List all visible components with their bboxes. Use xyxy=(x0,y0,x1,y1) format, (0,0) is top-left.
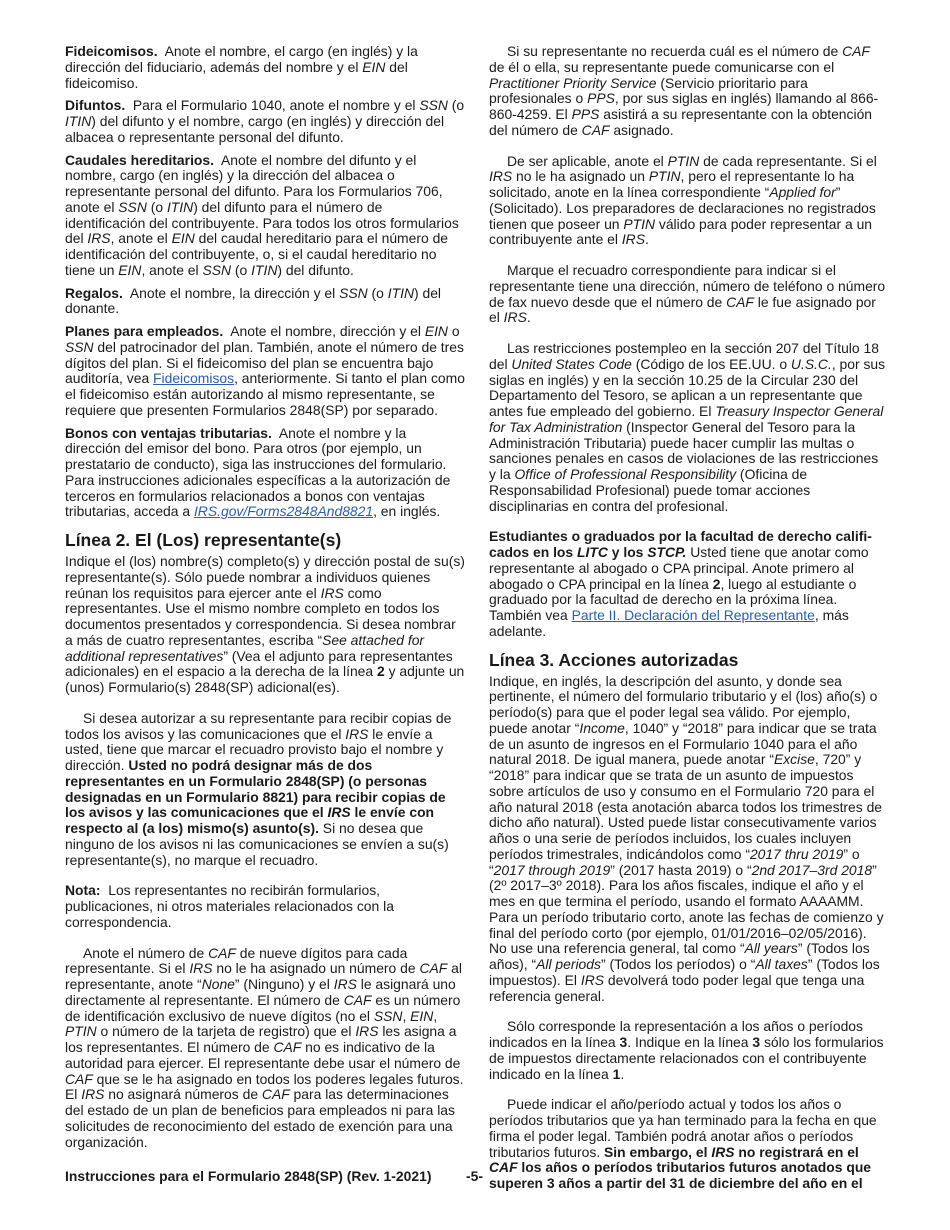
paragraph-regalos: Regalos. Anote el nombre, la dirección y el SSN (o ITIN) del donante. xyxy=(65,284,442,317)
heading-linea-2: Línea 2. El (Los) representante(s) xyxy=(65,530,342,550)
paragraph-ptin: De ser aplicable, anote el PTIN de cada representante. Si el IRS no le ha asignado un PTIN, pero el representante lo ha solicitado, anote en la línea correspondiente “Applied for” (Solicitado). Los preparadores de declaraciones no registrados tienen que poseer un PTIN válido para poder representar a un contribuyente ante el IRS. xyxy=(489,152,877,248)
paragraph-difuntos: Difuntos. Para el Formulario 1040, anote el nombre y el SSN (o ITIN) del difunto y el nombre, cargo (en inglés) y dirección del albacea o representante personal del difunto. xyxy=(65,97,465,145)
paragraph-nota: Nota: Los representantes no recibirán formularios, publicaciones, ni otros materiales relacionados con la correspondencia. xyxy=(65,882,394,930)
paragraph-bonos: Bonos con ventajas tributarias. Anote el nombre y la dirección del emisor del bono. Para otros (por ejemplo, un prestatario de conducto), siga las instrucciones del formulario. Para instrucciones adicionales específicas a la autorización de terceros en formularios relacionados a bonos con ventajas tributarias, acceda a IRS.gov/Forms2848And8821, en inglés. xyxy=(65,424,451,520)
heading-planes: Planes para empleados. xyxy=(65,323,224,339)
heading-nota: Nota: xyxy=(65,882,101,899)
heading-linea-3: Línea 3. Acciones autorizadas xyxy=(489,649,739,670)
paragraph-pps: Si su representante no recuerda cuál es el número de CAF de él o ella, su representante puede comunicarse con el Practitioner Priority Service (Servicio prioritario para profesionales o PPS, por sus siglas en inglés) llamando al 866-860-4259. El PPS asistirá a su representante con la obtención del número de CAF asignado. xyxy=(489,43,879,138)
heading-fideicomisos: Fideicomisos. xyxy=(65,43,158,59)
link-irs-forms[interactable]: IRS.gov/Forms2848And8821 xyxy=(193,503,374,520)
heading-estudiantes: Estudiantes o graduados por la facultad de derecho califi-cados en los LITC y los STCP. xyxy=(489,528,872,560)
page-number: -5- xyxy=(466,1168,483,1184)
paragraph-estudiantes: Estudiantes o graduados por la facultad de derecho califi-cados en los LITC y los STCP. Usted tiene que anotar como representante al abogado o CPA principal. Anote primero al abogado o CPA principal en la línea 2, luego al estudiante o graduado por la facultad de derecho en la próxima línea. También vea Parte II. Declaración del Representante, más adelante. xyxy=(489,528,872,639)
paragraph-caf: Anote el número de CAF de nueve dígitos para cada representante. Si el IRS no le ha asignado un número de CAF al representante, anote “None” (Ninguno) y el IRS le asignará uno directamente al representante. El número de CAF es un número de identificación exclusivo de nueve dígitos (no el SSN, EIN, PTIN o número de la tarjeta de registro) que el IRS les asigna a los representantes. El número de CAF no es indicativo de la autoridad para ejercer. El representante debe usar el número de CAF que se le ha asignado en todos los poderes legales futuros. El IRS no asignará números de CAF para las determinaciones del estado de un plan de beneficios para empleados ni para las solicitudes de reconocimiento del estado de exención para una organización. xyxy=(65,944,464,1150)
link-parte-ii[interactable]: Parte II. Declaración del Representante xyxy=(571,607,815,623)
right-column xyxy=(489,44,887,1207)
paragraph-recuadro: Marque el recuadro correspondiente para indicar si el representante tiene una dirección, número de teléfono o número de fax nuevo desde que el número de CAF le fue asignado por el IRS. xyxy=(489,262,886,326)
heading-difuntos: Difuntos. xyxy=(65,97,126,114)
paragraph-restricciones: Las restricciones postempleo en la sección 207 del Título 18 del United States Code (Código de los EE.UU. o U.S.C., por sus siglas en inglés) y en la sección 10.25 de la Circular 230 del Departamento del Tesoro, se aplican a un representante que antes fue empleado del gobierno. El Treasury Inspector General for Tax Administration (Inspector General del Tesoro para la Administración Tributaria) puede hacer cumplir las multas o sanciones penales en casos de violaciones de las restricciones y la Office of Professional Responsibility (Oficina de Responsabilidad Profesional) puede tomar acciones disciplinarias en contra del profesional. xyxy=(489,340,886,514)
footer-title: Instrucciones para el Formulario 2848(SP) (Rev. 1-2021) xyxy=(65,1168,432,1184)
paragraph-linea3: Indique, en inglés, la descripción del asunto, y donde sea pertinente, el número del formulario tributario y el (los) año(s) o período(s) para que el poder legal sea válido. Por ejemplo, puede anotar “Income, 1040” y “2018” para indicar que se trata de un asunto de ingresos en el Formulario 1040 para el año natural 2018. De igual manera, puede anotar “Excise, 720” y “2018” para indicar que se trata de un asunto de impuestos sobre artículos de uso y consumo en el Formulario 720 para el año natural 2018 (esta anotación abarca todos los trimestres de dicho año natural). Usted puede listar consecutivamente varios años o una serie de períodos incluidos, los cuales incluyen períodos trimestrales, indicándolos como “2017 thru 2019” o “2017 through 2019” (2017 hasta 2019) o “2nd 2017–3rd 2018” (2º 2017–3º 2018). Para los años fiscales, indique el año y el mes en que termina el período, usando el formato AAAAMM. Para un período tributario corto, anote las fechas de comienzo y final del período corto (por ejemplo, 01/01/2016–02/05/2016). No use una referencia general, tal como “All years” (Todos los años), “All periods” (Todos los períodos) o “All taxes” (Todos los impuestos). El IRS devolverá todo poder legal que tenga una referencia general. xyxy=(489,672,884,1004)
paragraph-fideicomisos: Fideicomisos. Anote el nombre, el cargo (en inglés) y la dirección del fiduciario, además del nombre y el EIN del fideicomiso. xyxy=(65,43,418,91)
heading-bonos: Bonos con ventajas tributarias. xyxy=(65,424,272,441)
paragraph-caudales: Caudales hereditarios. Anote el nombre del difunto y el nombre, cargo (en inglés) y la dirección del albacea o representante personal del difunto. Para los Formularios 706, anote el SSN (o ITIN) del difunto para el número de identificación del contribuyente. Para todos los otros formularios del IRS, anote el EIN del caudal hereditario para el número de identificación del contribuyente, o, si el caudal hereditario no tiene un EIN, anote el SSN (o ITIN) del difunto. xyxy=(65,151,459,278)
paragraph-linea2: Indique el (los) nombre(s) completo(s) y dirección postal de su(s) representante(s). Sólo puede nombrar a individuos quienes reúnan los requisitos para ejercer ante el IRS como representantes. Use el mismo nombre completo en todos los documentos presentados y correspondencia. Si desea nombrar a más de cuatro representantes, escriba “See attached for additional representatives” (Vea el adjunto para representantes adicionales) en el espacio a la derecha de la línea 2 y adjunte un (unos) Formulario(s) 2848(SP) adicional(es). xyxy=(65,553,465,695)
left-column xyxy=(65,44,465,1165)
link-fideicomisos[interactable]: Fideicomisos xyxy=(153,370,235,387)
paragraph-puede: Puede indicar el año/período actual y todos los años o períodos tributarios que ya han terminado para la fecha en que firma el poder legal. También podrá anotar años o períodos tributarios futuros. Sin embargo, el IRS no registrará en el CAF los años o períodos tributarios futuros anotados que superen 3 años a partir del 31 de diciembre del año en el xyxy=(489,1096,877,1191)
heading-caudales: Caudales hereditarios. xyxy=(65,151,214,168)
paragraph-copias: Si desea autorizar a su representante para recibir copias de todos los avisos y las comunicaciones que el IRS le envíe a usted, tiene que marcar el recuadro provisto bajo el nombre y dirección. Usted no podrá designar más de dos representantes en un Formulario 2848(SP) (o personas designadas en un Formulario 8821) para recibir copias de los avisos y las comunicaciones que el IRS le envíe con respecto al (a los) mismo(s) asunto(s). Si no desea que ninguno de los avisos ni las comunicaciones se envíen a su(s) representante(s), no marque el recuadro. xyxy=(65,709,452,868)
paragraph-solo: Sólo corresponde la representación a los años o períodos indicados en la línea 3. Indique en la línea 3 sólo los formularios de impuestos directamente relacionados con el contribuyente indicado en la línea 1. xyxy=(489,1018,884,1082)
paragraph-planes: Planes para empleados. Anote el nombre, dirección y el EIN o SSN del patrocinador del plan. También, anote el número de tres dígitos del plan. Si el fideicomiso del plan se encuentra bajo auditoría, vea Fideicomisos, anteriormente. Si tanto el plan como el fideicomiso están autorizando al mismo representante, se requiere que presenten Formularios 2848(SP) por separado. xyxy=(65,323,465,418)
heading-regalos: Regalos. xyxy=(65,284,123,301)
